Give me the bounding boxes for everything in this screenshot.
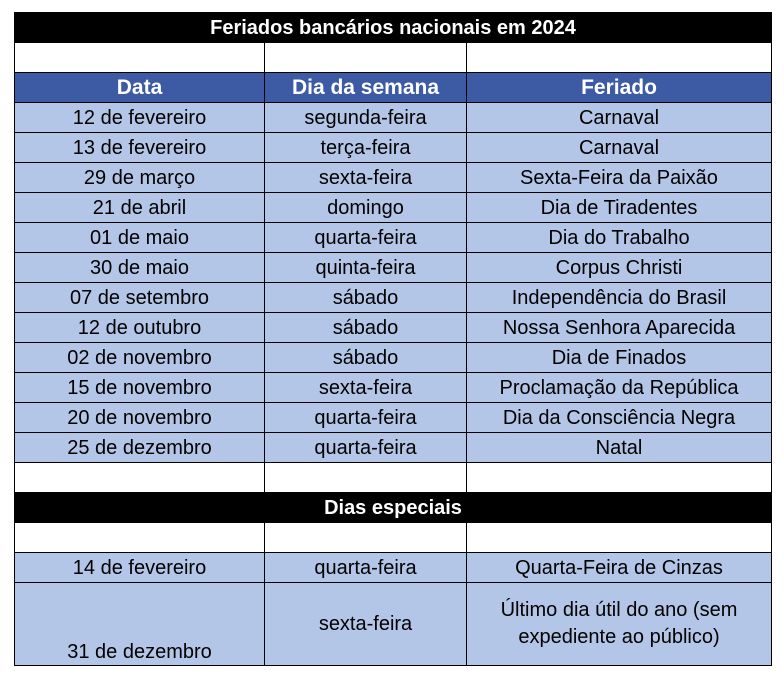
weekday-cell: sábado bbox=[265, 283, 467, 313]
blank-cell bbox=[467, 43, 772, 73]
weekday-cell: quinta-feira bbox=[265, 253, 467, 283]
weekday-cell: domingo bbox=[265, 193, 467, 223]
table-row bbox=[15, 313, 772, 343]
holiday-cell: Carnaval bbox=[467, 103, 772, 133]
date-cell: 31 de dezembro bbox=[15, 583, 265, 666]
blank-cell bbox=[265, 43, 467, 73]
special-days-title: Dias especiais bbox=[15, 493, 772, 523]
blank-cell bbox=[265, 463, 467, 493]
blank-row bbox=[15, 463, 772, 493]
date-cell: 20 de novembro bbox=[15, 403, 265, 433]
title-row bbox=[15, 13, 772, 43]
weekday-cell: sábado bbox=[265, 313, 467, 343]
holiday-cell: Dia de Finados bbox=[467, 343, 772, 373]
table-row bbox=[15, 343, 772, 373]
weekday-cell: terça-feira bbox=[265, 133, 467, 163]
holiday-cell: Carnaval bbox=[467, 133, 772, 163]
weekday-cell: quarta-feira bbox=[265, 403, 467, 433]
blank-cell bbox=[15, 463, 265, 493]
column-header-holiday: Feriado bbox=[467, 73, 772, 103]
holiday-cell: Proclamação da República bbox=[467, 373, 772, 403]
holiday-cell: Dia de Tiradentes bbox=[467, 193, 772, 223]
table-row bbox=[15, 163, 772, 193]
weekday-cell: sexta-feira bbox=[265, 583, 467, 666]
holiday-table bbox=[14, 12, 772, 666]
table-row bbox=[15, 103, 772, 133]
column-header-date: Data bbox=[15, 73, 265, 103]
holiday-cell: Dia do Trabalho bbox=[467, 223, 772, 253]
date-cell: 14 de fevereiro bbox=[15, 553, 265, 583]
holiday-cell: Corpus Christi bbox=[467, 253, 772, 283]
date-cell: 02 de novembro bbox=[15, 343, 265, 373]
special-title-row bbox=[15, 493, 772, 523]
table-row bbox=[15, 373, 772, 403]
header-row bbox=[15, 73, 772, 103]
table-title: Feriados bancários nacionais em 2024 bbox=[15, 13, 772, 43]
weekday-cell: sexta-feira bbox=[265, 373, 467, 403]
weekday-cell: segunda-feira bbox=[265, 103, 467, 133]
blank-cell bbox=[467, 523, 772, 553]
holiday-cell: Sexta-Feira da Paixão bbox=[467, 163, 772, 193]
table-row bbox=[15, 553, 772, 583]
date-cell: 01 de maio bbox=[15, 223, 265, 253]
table-row bbox=[15, 133, 772, 163]
date-cell: 12 de outubro bbox=[15, 313, 265, 343]
date-cell: 13 de fevereiro bbox=[15, 133, 265, 163]
weekday-cell: sábado bbox=[265, 343, 467, 373]
date-cell: 29 de março bbox=[15, 163, 265, 193]
table-row bbox=[15, 433, 772, 463]
table-row bbox=[15, 283, 772, 313]
date-cell: 15 de novembro bbox=[15, 373, 265, 403]
table-row bbox=[15, 583, 772, 666]
date-cell: 30 de maio bbox=[15, 253, 265, 283]
date-cell: 25 de dezembro bbox=[15, 433, 265, 463]
table-row bbox=[15, 403, 772, 433]
blank-row bbox=[15, 43, 772, 73]
blank-cell bbox=[467, 463, 772, 493]
blank-cell bbox=[265, 523, 467, 553]
table-row bbox=[15, 223, 772, 253]
holiday-cell: Dia da Consciência Negra bbox=[467, 403, 772, 433]
date-cell: 07 de setembro bbox=[15, 283, 265, 313]
date-cell: 21 de abril bbox=[15, 193, 265, 223]
weekday-cell: sexta-feira bbox=[265, 163, 467, 193]
date-cell: 12 de fevereiro bbox=[15, 103, 265, 133]
weekday-cell: quarta-feira bbox=[265, 553, 467, 583]
blank-row bbox=[15, 523, 772, 553]
holiday-cell: Quarta-Feira de Cinzas bbox=[467, 553, 772, 583]
blank-cell bbox=[15, 43, 265, 73]
holiday-cell: Último dia útil do ano (sem expediente ao público) bbox=[467, 583, 772, 666]
blank-cell bbox=[15, 523, 265, 553]
holiday-cell: Independência do Brasil bbox=[467, 283, 772, 313]
holiday-cell: Nossa Senhora Aparecida bbox=[467, 313, 772, 343]
holiday-cell: Natal bbox=[467, 433, 772, 463]
column-header-weekday: Dia da semana bbox=[265, 73, 467, 103]
weekday-cell: quarta-feira bbox=[265, 223, 467, 253]
weekday-cell: quarta-feira bbox=[265, 433, 467, 463]
table-row bbox=[15, 253, 772, 283]
table-row bbox=[15, 193, 772, 223]
